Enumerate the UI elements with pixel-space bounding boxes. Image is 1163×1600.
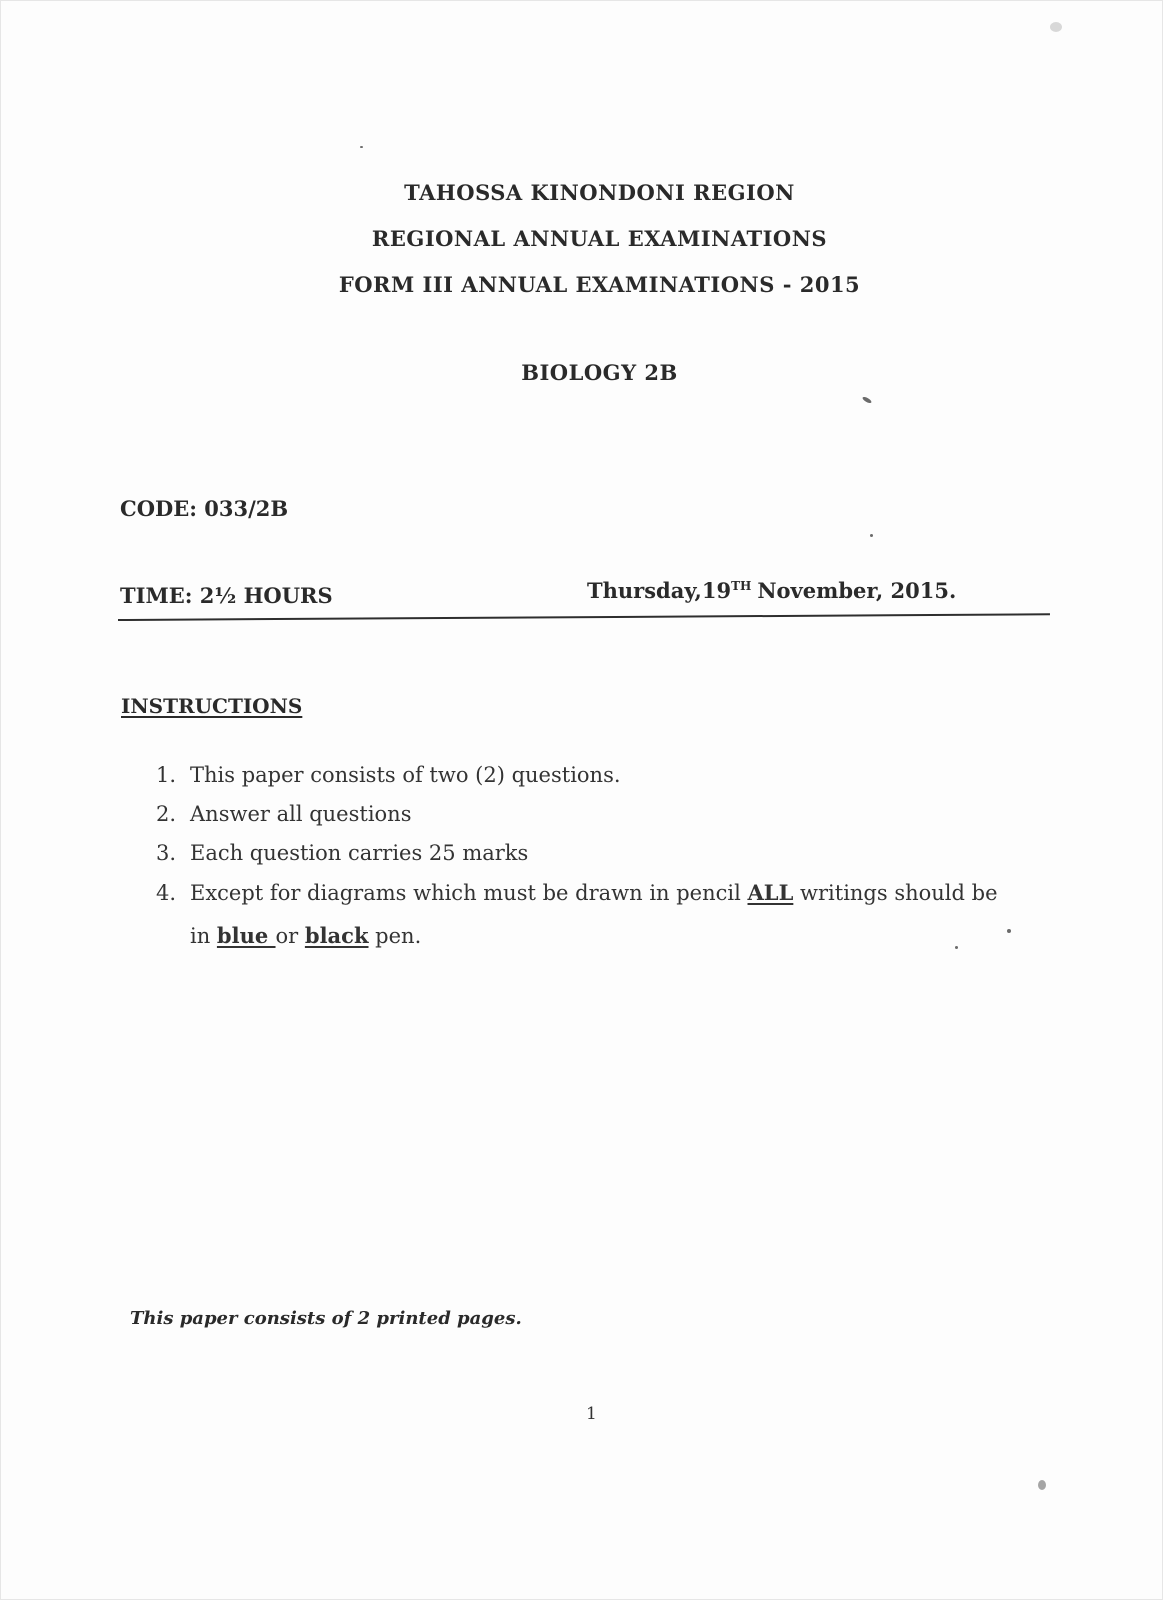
- instruction-text-part: writings should be: [793, 881, 998, 905]
- instructions-list: [156, 756, 1056, 948]
- scan-speck: [955, 946, 958, 949]
- region-title: TAHOSSA KINONDONI REGION: [404, 180, 795, 205]
- subject-title: BIOLOGY 2B: [521, 360, 678, 385]
- scan-speck: [360, 146, 363, 148]
- instruction-text-part: pen.: [368, 924, 422, 948]
- exam-title: REGIONAL ANNUAL EXAMINATIONS: [371, 226, 828, 251]
- page-count-note: This paper consists of 2 printed pages.: [130, 1308, 522, 1329]
- instruction-item: [156, 834, 1056, 873]
- scan-speck: [1007, 929, 1011, 933]
- header-divider: [118, 613, 1050, 621]
- instruction-number: 4.: [156, 881, 177, 905]
- scan-speck: [870, 534, 873, 537]
- emphasis-black: black: [304, 923, 369, 948]
- date-suffix: TH: [731, 579, 752, 593]
- instruction-text-part: Except for diagrams which must be drawn in pencil: [190, 881, 748, 905]
- scan-speck: [1050, 22, 1062, 32]
- instruction-text: This paper consists of two (2) questions.: [190, 763, 621, 787]
- emphasis-all: ALL: [747, 880, 794, 905]
- date-rest: November, 2015.: [757, 578, 957, 603]
- scan-speck: [862, 396, 873, 404]
- instructions-heading: INSTRUCTIONS: [121, 694, 303, 718]
- paper-code: CODE: 033/2B: [120, 496, 289, 521]
- instruction-item: [156, 795, 1056, 834]
- instruction-text-part: or: [275, 924, 305, 948]
- instruction-number: 1.: [156, 763, 177, 787]
- exam-date: [587, 578, 956, 603]
- instruction-item: [156, 756, 1056, 795]
- instruction-continuation: [156, 913, 1056, 959]
- date-day: Thursday,19: [587, 578, 732, 603]
- scan-speck: [1038, 1480, 1046, 1490]
- exam-duration: TIME: 2½ HOURS: [120, 583, 333, 608]
- page-number: 1: [586, 1404, 597, 1424]
- form-title: FORM III ANNUAL EXAMINATIONS - 2015: [338, 272, 861, 297]
- instruction-text: Each question carries 25 marks: [190, 841, 529, 865]
- instruction-item: [156, 873, 1056, 948]
- emphasis-blue: blue: [216, 923, 276, 948]
- instruction-text: Answer all questions: [190, 802, 412, 826]
- instruction-text-part: in: [190, 924, 217, 948]
- instruction-number: 2.: [156, 802, 177, 826]
- instruction-number: 3.: [156, 841, 177, 865]
